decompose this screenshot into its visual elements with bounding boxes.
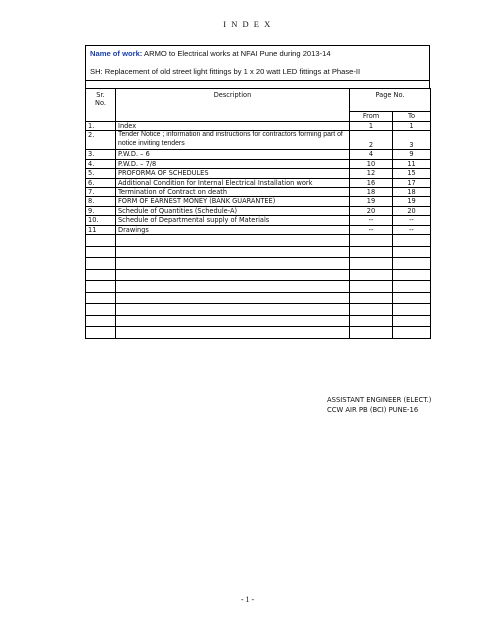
empty-cell — [393, 269, 431, 281]
table-subheader-row — [86, 112, 431, 122]
index-table — [85, 88, 431, 339]
empty-cell — [350, 269, 393, 281]
empty-cell — [86, 292, 116, 304]
empty-cell — [116, 304, 350, 316]
table-row — [86, 122, 431, 131]
sr-cell: 1. — [86, 122, 116, 131]
empty-cell — [86, 235, 116, 247]
empty-cell — [393, 304, 431, 316]
empty-cell — [116, 281, 350, 293]
to-cell: 20 — [393, 206, 431, 215]
empty-cell — [116, 269, 350, 281]
empty-row — [86, 258, 431, 270]
empty-cell — [350, 235, 393, 247]
description-cell: Schedule of Departmental supply of Materials — [116, 216, 350, 225]
description-cell: P.W.D. – 6 — [116, 150, 350, 159]
sr-cell: 2. — [86, 131, 116, 150]
empty-cell — [86, 304, 116, 316]
to-cell: 1 — [393, 122, 431, 131]
table-row — [86, 169, 431, 178]
from-cell: 19 — [350, 197, 393, 206]
to-cell: 17 — [393, 178, 431, 187]
empty-row — [86, 246, 431, 258]
sr-cell: 9. — [86, 206, 116, 215]
empty-cell — [350, 304, 393, 316]
name-of-work-box — [85, 45, 430, 81]
empty-cell — [393, 315, 431, 327]
empty-row — [86, 292, 431, 304]
empty-row — [86, 281, 431, 293]
description-cell: PROFORMA OF SCHEDULES — [116, 169, 350, 178]
from-cell: 16 — [350, 178, 393, 187]
table-header-row — [86, 89, 431, 112]
from-header: From — [350, 112, 393, 122]
table-row — [86, 225, 431, 234]
empty-cell — [393, 281, 431, 293]
empty-cell — [393, 327, 431, 339]
from-cell: -- — [350, 216, 393, 225]
sr-cell: 8. — [86, 197, 116, 206]
page-number: - 1 - — [240, 595, 255, 604]
page-no-header: Page No. — [350, 89, 431, 112]
empty-row — [86, 269, 431, 281]
empty-cell — [116, 246, 350, 258]
signature-block — [327, 395, 431, 415]
page-title: I N D E X — [223, 19, 272, 29]
empty-row — [86, 327, 431, 339]
sr-cell: 10. — [86, 216, 116, 225]
description-header: Description — [116, 89, 350, 112]
description-cell: Schedule of Quantities (Schedule-A) — [116, 206, 350, 215]
table-row — [86, 150, 431, 159]
empty-cell — [393, 235, 431, 247]
from-cell: -- — [350, 225, 393, 234]
sr-header-text: Sr. — [96, 91, 105, 99]
empty-cell — [350, 327, 393, 339]
sr-no-header — [86, 89, 116, 112]
description-subheader — [116, 112, 350, 122]
table-row — [86, 159, 431, 168]
empty-cell — [393, 292, 431, 304]
description-cell: Tender Notice ; information and instructions for contractors forming part of notice inviting tenders — [116, 131, 350, 150]
empty-cell — [393, 246, 431, 258]
table-row — [86, 206, 431, 215]
empty-cell — [86, 315, 116, 327]
description-cell: Termination of Contract on death — [116, 188, 350, 197]
from-cell: 2 — [350, 131, 393, 150]
from-cell: 20 — [350, 206, 393, 215]
table-row — [86, 131, 431, 150]
empty-cell — [86, 281, 116, 293]
box-spacer — [85, 81, 430, 88]
empty-cell — [116, 235, 350, 247]
table-row — [86, 197, 431, 206]
empty-cell — [350, 292, 393, 304]
signature-office: CCW AIR PB (BCI) PUNE-16 — [327, 406, 419, 414]
no-header-text: No. — [95, 99, 106, 108]
table-row — [86, 216, 431, 225]
sr-cell: 5. — [86, 169, 116, 178]
to-cell: 19 — [393, 197, 431, 206]
empty-cell — [86, 327, 116, 339]
to-cell: 15 — [393, 169, 431, 178]
to-cell: -- — [393, 216, 431, 225]
description-cell: Index — [116, 122, 350, 131]
from-cell: 1 — [350, 122, 393, 131]
to-cell: 18 — [393, 188, 431, 197]
sr-cell: 7. — [86, 188, 116, 197]
sr-cell: 3. — [86, 150, 116, 159]
from-cell: 4 — [350, 150, 393, 159]
empty-cell — [116, 292, 350, 304]
empty-cell — [350, 315, 393, 327]
empty-cell — [86, 269, 116, 281]
empty-row — [86, 315, 431, 327]
from-cell: 12 — [350, 169, 393, 178]
from-cell: 10 — [350, 159, 393, 168]
sr-cell: 6. — [86, 178, 116, 187]
description-cell: Additional Condition for Internal Electrical Installation work — [116, 178, 350, 187]
empty-cell — [116, 258, 350, 270]
name-of-work-value: ARMO to Electrical works at NFAI Pune during 2013-14 — [144, 49, 331, 58]
description-cell: Drawings — [116, 225, 350, 234]
to-cell: 3 — [393, 131, 431, 150]
signature-designation: ASSISTANT ENGINEER (ELECT.) — [327, 396, 432, 404]
to-header: To — [393, 112, 431, 122]
to-cell: 11 — [393, 159, 431, 168]
sr-cell: 4. — [86, 159, 116, 168]
sr-no-subheader — [86, 112, 116, 122]
to-cell: 9 — [393, 150, 431, 159]
empty-cell — [116, 315, 350, 327]
empty-cell — [350, 258, 393, 270]
empty-cell — [350, 246, 393, 258]
table-row — [86, 188, 431, 197]
description-cell: FORM OF EARNEST MONEY (BANK GUARANTEE) — [116, 197, 350, 206]
empty-cell — [86, 258, 116, 270]
table-row — [86, 178, 431, 187]
sr-cell: 11 — [86, 225, 116, 234]
name-of-work-line — [90, 49, 425, 59]
empty-cell — [116, 327, 350, 339]
empty-row — [86, 235, 431, 247]
from-cell: 18 — [350, 188, 393, 197]
sub-head-line: SH: Replacement of old street light fittings by 1 x 20 watt LED fittings at Phase-II — [90, 67, 361, 76]
description-cell: P.W.D. – 7/8 — [116, 159, 350, 168]
empty-cell — [393, 258, 431, 270]
empty-cell — [350, 281, 393, 293]
name-of-work-label: Name of work: — [90, 49, 143, 58]
empty-cell — [86, 246, 116, 258]
empty-row — [86, 304, 431, 316]
to-cell: -- — [393, 225, 431, 234]
